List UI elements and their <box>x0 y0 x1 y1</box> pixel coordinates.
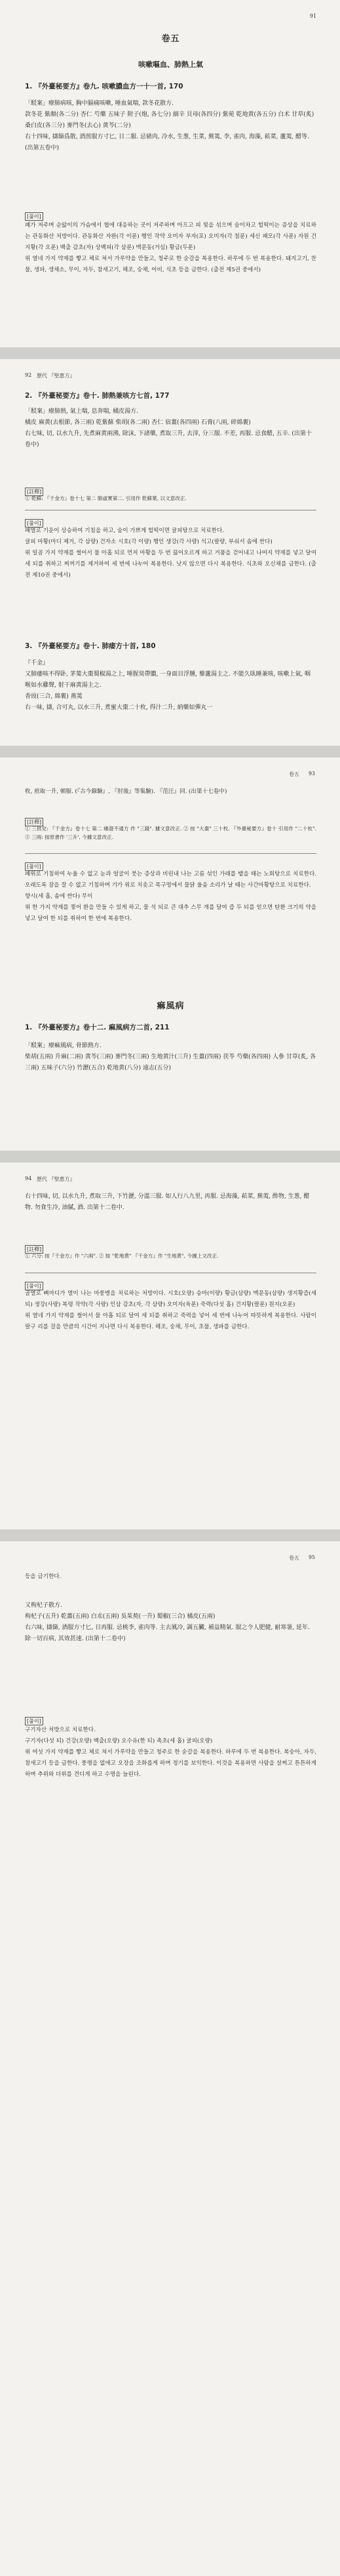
item-heading-text: 『外臺秘要方』卷十. 肺熱兼咳方七首, 177 <box>35 392 170 400</box>
item-heading-text: 『外臺秘要方』卷十. 肺痿方十首, 180 <box>35 642 156 650</box>
running-head: 卷五 <box>289 771 299 777</box>
continued-text: 右十四味, 切, 以水九升, 煮取三升, 下竹瀝, 分溫三服. 如人行八九里, 再服. 忌海藻, 菘菜, 蕪荑, 酢物, 生葱, 醋物. 勿食生冷, 油膩, 酒. 出第十二卷中. <box>25 1193 310 1211</box>
notes-text: ① 三拱兌: 『千金方』卷十七 第二 痿證不通方 作 "三錢". 據文意改正. ② 按 "大棗" 三十枚, 『外臺秘要方』卷十 引用作 "二十枚". ③ 三兩: 按原書作 '三升', 今據文意改正. <box>25 826 316 840</box>
book-page-93 <box>0 758 340 1151</box>
explanation-text: 구기자산 처방으로 치료한다. 구기자(다섯 되) 건강(오량) 백출(오량) 오수유(한 되) 촉초(세 홉) 귤피(오량) 위 여섯 가지 약재를 빻고 체로 쳐서 가루약을 만들고 청주로 한 숟갈을 복용한다. 하루에 두 번 복용한다. 복숭아, 자두, 참새고기 등을 금한다. 풍랭을 없애고 오장을 조화롭게 하며 정기를 보익한다. 이것을 복용하면 사람을 살찌고 튼튼하게 하며 추위와 더위를 견디게 하고 수명을 늘린다. <box>25 1727 316 1778</box>
running-head: 歷代 『聖惠方』 <box>37 373 75 379</box>
item-heading-text: 『外臺秘要方』卷九. 咳嗽膿血方一十一首, 170 <box>35 83 183 90</box>
explanation-text: 폐위로 기침하여 누울 수 없고 눈과 얼굴이 붓는 증상과 비린내 나는 고름 섞인 가래를 뱉을 때는 노회탕으로 치료한다. 오래도록 잠을 잘 수 없고 기침하며 기가 위로 치솟고 목구멍에서 물닭 울음 소리가 날 때는 사간마황탕으로 치료한다. 향시(세 홉, 솜에 싼다) 무이 위 한 가지 약재를 찧어 환을 만들 수 있게 하고, 물 석 되로 큰 대추 스무 개를 달여 즙 두 되를 얻으면 탄환 크기의 약을 넣고 달여 한 되를 취하여 한 번에 복용한다. <box>25 871 316 922</box>
chapter-title: 痲風病 <box>157 1001 185 1011</box>
continued-text: 枚, 煎取一升, 頓服. (『古今錄驗』, 『肘後』等集驗). 『范汪』同. (出第十七卷中) <box>25 788 227 795</box>
notes-label: [註釋] <box>25 1245 43 1254</box>
item-heading <box>25 391 316 400</box>
page-number: 92 <box>25 372 32 378</box>
source-text: 「駁案」療肺熱, 氣上喘, 息奔喘, 橘皮湯方. 橘皮 麻黄(去根節, 各三兩) 乾紫蘇 柴胡(各二兩) 杏仁 宿薑(各四兩) 石膏(八兩, 碎綿裹) 右七味, 切, 以水九升, 先煮麻黄兩沸, 除沫, 下諸藥, 煮取三升, 去滓, 分三服. 不差, 再服. 忌食醋, 五辛. (出第十卷中) <box>25 408 312 448</box>
item-number: 1. <box>25 1024 33 1031</box>
notes-label: [註釋] <box>25 818 43 826</box>
source-text: 「駁案」療痲風病, 骨節熱方. 柴胡(五兩) 升麻(二兩) 黄芩(三兩) 麥門冬(三兩) 生地黄汁(三升) 生薑(四兩) 茯苓 芍藥(各四兩) 人參 甘草(炙, 各三兩) 五味子(六分) 竹瀝(五合) 乾地黄(八分) 遠志(五分) <box>25 1043 316 1071</box>
source-text: 又枸杞子散方. 枸杞子(五升) 乾薑(五兩) 白朮(五兩) 吳茱萸(一升) 蜀椒(三合) 橘皮(五兩) 右六味, 擣篩, 酒服方寸匕, 日再服. 忌桃李, 雀肉等. 主去風冷, 調五臟, 補益精氣. 服之令人肥健, 耐寒暑, 延年. 除一切百病, 其效甚速. (出第十二卷中) <box>25 1602 310 1642</box>
explanation-text: 폐열로 기운이 상승하여 기침을 하고, 숨이 가쁘게 헐떡이면 귤피탕으로 치료한다. 귤피 마황(마디 제거, 각 삼량) 건자소 시호(각 이량) 행인 생강(각 사량) 석고(팔량, 부숴서 솜에 싼다) 위 일곱 가지 약재를 썰어서 물 아홉 되로 먼저 마황을 두 번 끓어오르게 하고 거품을 걷어내고 나머지 약재를 넣고 달여 세 되를 취하고 찌꺼기를 제거하여 세 번에 나누어 복용한다. 낫지 않으면 다시 복용한다. 식초와 오신채를 금한다. (출전 제10권 중에서) <box>25 528 316 579</box>
explanation-label: [풀이] <box>25 1282 43 1290</box>
notes-text: ① 六分: 按『千金方』作 "六兩". ② 按 "乾地黄" 『千金方』作 "生地黄", 今據上文改正. <box>25 1253 219 1259</box>
page-number: 95 <box>308 1554 315 1560</box>
source-text: 「駁案」療肺病咳, 胸中膈痛咳嗽, 唾血氣喘, 款冬花散方. 款冬花 紫顏(各二分) 杏仁 芍藥 五味子 附子(炮, 各七分) 細辛 貝母(各四分) 紫菀 乾地黄(各五分) 白术 甘草(炙) 桑白皮(各三分) 麥門冬(去心) 黄芩(二分) 右十四味, 擣篩爲散, 酒煎服方寸匕, 日二服. 忌豬肉, 冷水, 生葱, 生菜, 蕪荑, 李, 雀肉, 海藻, 菘菜, 蘆荑, 醋等. (出第五卷中) <box>25 100 314 151</box>
source-text: 『千金』 又肺痿咳不得卧, 茅葉大棗蜀椒湯之上, 唾腥臭帶膿, 一身面目浮腫, 藜蘆湯主之. 不能久臥睡兼咳, 咳嗽上氣, 咽喉如水雞聲, 射干麻黄湯主之. 香豉(三合, 綿裹) 燕荑 右一味, 擣, 合可丸, 以水三升, 煮蜜大棗二十枚, 得汁二升, 納藥如彈丸一 <box>25 660 311 711</box>
explanation-label: [풀이] <box>25 212 43 221</box>
item-heading <box>25 641 316 651</box>
page-number: 93 <box>308 771 315 777</box>
continued-text: 등을 금기한다. <box>25 1573 62 1580</box>
running-head: 歷代 『聖惠方』 <box>37 1176 75 1182</box>
explanation-label-wrap <box>25 208 316 221</box>
running-head: 卷五 <box>289 1555 299 1561</box>
section-title: 咳嗽嘔血、肺熱上氣 <box>138 60 203 69</box>
notes-text: ① 乾蘇: 『千金方』卷十七 第二 肺虛實第二. 引用作 乾蘇葉, 以文意改正. <box>25 495 187 501</box>
page-number: 94 <box>25 1176 32 1182</box>
divider <box>25 853 316 854</box>
item-number: 1. <box>25 83 33 90</box>
chapter-title: 卷五 <box>161 34 180 44</box>
book-page-94 <box>0 1163 340 1529</box>
explanation-label: [풀이] <box>25 1717 43 1725</box>
book-page-92 <box>0 359 340 746</box>
item-number: 2. <box>25 392 33 400</box>
explanation-text: 폐가 저주며 순앓이의 가슴에서 협에 대응하는 곳이 저주하며 아프고 피 빛을 섞으며 숨이차고 헐떡이는 증상을 치료하는 관동화산 처방이다. 관동화산 자완(각 이푼) 행인 작약 오미자 부자(포) 오미자(각 칠푼) 세신 패모(각 사푼) 자원 건지황(각 오푼) 백출 감초(자) 상백피(각 삼푼) 맥문동(거심) 황금(두푼) 위 열네 가지 약재를 빻고 체로 쳐서 가루약을 만들고, 청주로 한 숟갈을 복용한다. 하루에 두 번 복용한다. 돼지고기, 찬물, 생파, 생채소, 무이, 자두, 참새고기, 해조, 숭채, 어비, 식초 등을 금한다. (출전 제5권 중에서) <box>25 222 316 273</box>
book-page-91 <box>0 0 340 347</box>
book-page-95 <box>0 1541 340 2576</box>
explanation-label-wrap <box>25 1713 316 1725</box>
explanation-text: 골열로 뼈마디가 열이 나는 마풍병을 치료하는 처방이다. 시호(오량) 승마(이량) 황금(삼량) 맥문동(삼량) 생지황즙(세 되) 생강(사량) 복령 작약(각 사량) 인삼 감초(자, 각 삼량) 오미자(육푼) 죽력(다섯 홉) 건지황(팔푼) 원지(오푼) 위 열네 가지 약재를 썰어서 물 아홉 되로 달여 세 되를 취하고 죽력을 넣어 세 번에 나누어 따뜻하게 복용한다. 사람이 팔구 리를 걸을 만큼의 시간이 지나면 다시 복용한다. 해조, 숭채, 무이, 초물, 생파를 금한다. <box>25 1290 316 1330</box>
item-number: 3. <box>25 642 33 650</box>
explanation-label: [풀이] <box>25 519 43 528</box>
explanation-label: [풀이] <box>25 862 43 871</box>
notes-label: [註釋] <box>25 488 43 496</box>
page-number: 91 <box>309 13 316 19</box>
item-heading-text: 『外臺秘要方』卷十二. 痲風病方二首, 211 <box>35 1024 170 1031</box>
item-heading <box>25 81 316 91</box>
item-heading <box>25 1022 316 1032</box>
